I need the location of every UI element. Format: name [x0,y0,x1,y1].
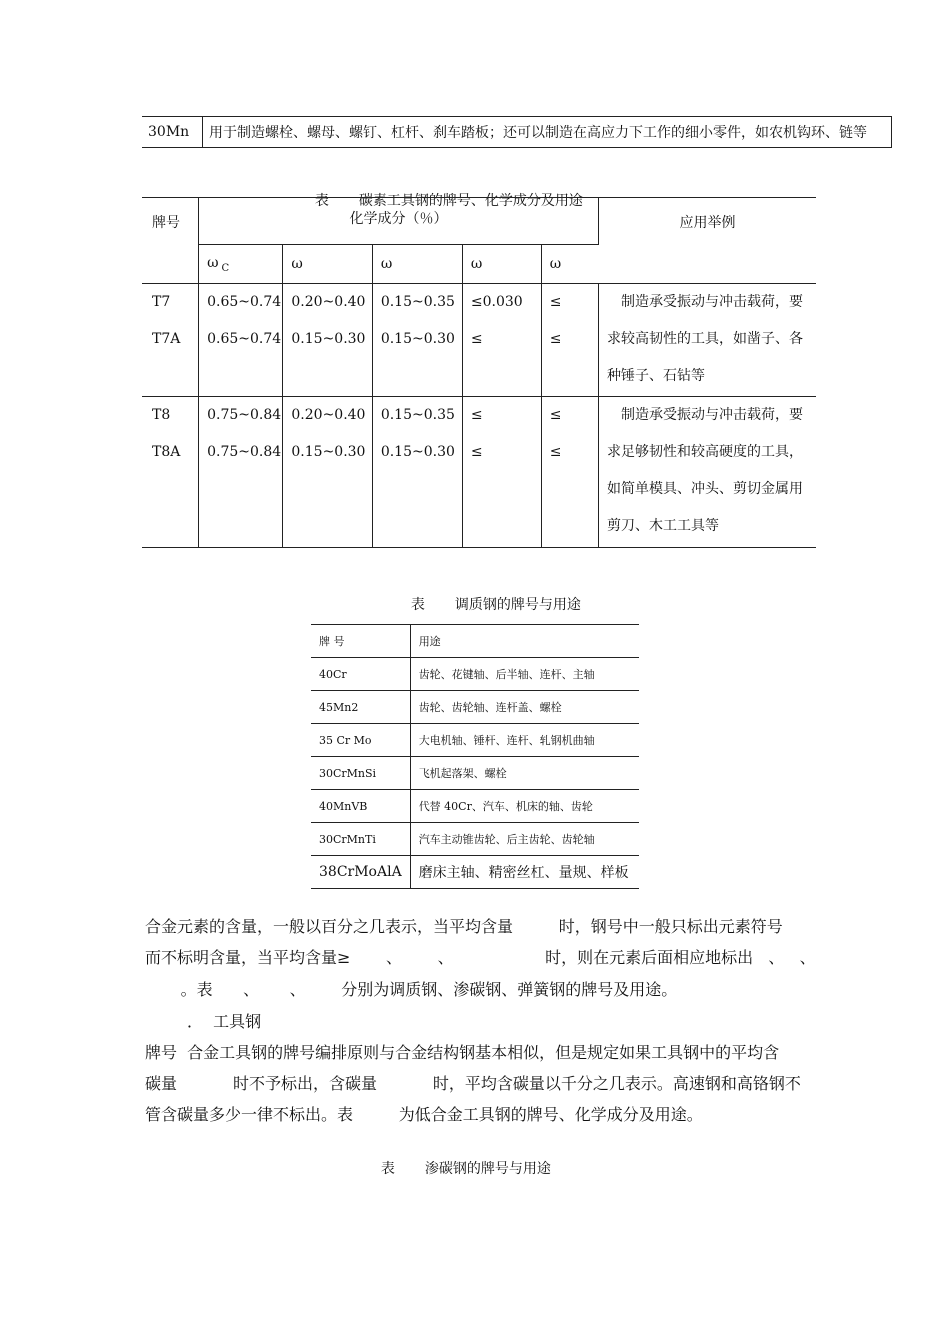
table-row [311,691,639,724]
c-cell: 0.65~0.74 0.65~0.74 [199,284,283,397]
s-cell: ≤ ≤ [462,397,541,548]
caption-title: 碳素工具钢的牌号、化学成分及用途 [358,193,583,209]
grade-cell: T8 T8A [142,397,199,548]
caption-prefix: 表 [410,597,425,613]
grade-cell: 40MnVB [311,790,410,823]
header-grade: 牌 号 [311,625,410,658]
si-cell: 0.15~0.35 0.15~0.30 [372,284,462,397]
paragraph-line: 而不标明含量，当平均含量≥ 、 、 时，则在元素后面相应地标出 、 、 [145,948,816,967]
c-cell: 0.75~0.84 0.75~0.84 [199,397,283,548]
grade-cell: 38CrMoAlA [311,856,410,889]
header-application: 应用举例 [598,198,816,284]
caption-title: 渗碳钢的牌号与用途 [424,1161,551,1177]
subheader-mn: ω [283,245,372,284]
use-cell: 用于制造螺栓、螺母、螺钉、杠杆、刹车踏板；还可以制造在高应力下工作的细小零件，如农机钩环、链等 [203,117,892,148]
caption-prefix: 表 [380,1161,395,1177]
p-cell: ≤ ≤ [541,284,598,397]
header-use: 用途 [410,625,639,658]
application-cell: 制造承受振动与冲击载荷，要 求较高韧性的工具，如凿子、各 种锤子、石钻等 [598,284,816,397]
grade-cell: 30Mn [142,117,203,148]
grade-cell: T7 T7A [142,284,199,397]
table-row [142,117,892,148]
carbon-tool-steel-table [142,197,816,548]
application-cell: 制造承受振动与冲击载荷，要 求足够韧性和较高硬度的工具， 如简单模具、冲头、剪切金属用 剪刀、木工工具等 [598,397,816,548]
use-cell: 齿轮、齿轮轴、连杆盖、螺栓 [410,691,639,724]
paragraph-line: 管含碳量多少一律不标出。表 为低合金工具钢的牌号、化学成分及用途。 [145,1105,703,1124]
table-row [311,856,639,889]
table-row [142,397,816,548]
header-chem: 化学成分（％） [199,198,599,245]
paragraph-line: 牌号 合金工具钢的牌号编排原则与合金结构钢基本相似，但是规定如果工具钢中的平均含 [145,1043,780,1062]
table-row [311,790,639,823]
grade-cell: 45Mn2 [311,691,410,724]
use-cell: 齿轮、花键轴、后半轴、连杆、主轴 [410,658,639,691]
use-cell: 磨床主轴、精密丝杠、量规、样板 [410,856,639,889]
subheader-c: ω $_C$ [199,245,283,284]
paragraph-line: 。表 、 、 分别为调质钢、渗碳钢、弹簧钢的牌号及用途。 [145,980,678,999]
quenched-tempered-steel-table [311,624,639,889]
header-grade: 牌号 [142,198,199,284]
s-cell: ≤0.030 ≤ [462,284,541,397]
continued-steel-table [142,116,892,148]
use-cell: 汽车主动锥齿轮、后主齿轮、齿轮轴 [410,823,639,856]
table-row [142,284,816,397]
mn-cell: 0.20~0.40 0.15~0.30 [283,397,372,548]
table3-caption [372,1142,551,1178]
table-header-row [311,625,639,658]
table-row [311,823,639,856]
table-header-row [142,198,816,245]
subheader-si: ω [372,245,462,284]
section-heading: ． 工具钢 [187,1012,262,1031]
mn-cell: 0.20~0.40 0.15~0.30 [283,284,372,397]
caption-title: 调质钢的牌号与用途 [454,597,581,613]
table-row [311,724,639,757]
grade-cell: 35 Cr Mo [311,724,410,757]
subheader-s: ω [462,245,541,284]
grade-cell: 40Cr [311,658,410,691]
table-row [311,757,639,790]
caption-prefix: 表 [314,193,329,209]
use-cell: 大电机轴、锤杆、连杆、轧钢机曲轴 [410,724,639,757]
paragraph-line: 碳量 时不予标出，含碳量 时，平均含碳量以千分之几表示。高速钢和高铬钢不 [145,1074,801,1093]
grade-cell: 30CrMnSi [311,757,410,790]
grade-cell: 30CrMnTi [311,823,410,856]
table2-caption [402,578,581,614]
use-cell: 代替 40Cr、汽车、机床的轴、齿轮 [410,790,639,823]
paragraph-line: 合金元素的含量，一般以百分之几表示，当平均含量 时，钢号中一般只标出元素符号 [145,917,783,936]
si-cell: 0.15~0.35 0.15~0.30 [372,397,462,548]
use-cell: 飞机起落架、螺栓 [410,757,639,790]
table-row [311,658,639,691]
p-cell: ≤ ≤ [541,397,598,548]
subheader-p: ω [541,245,598,284]
